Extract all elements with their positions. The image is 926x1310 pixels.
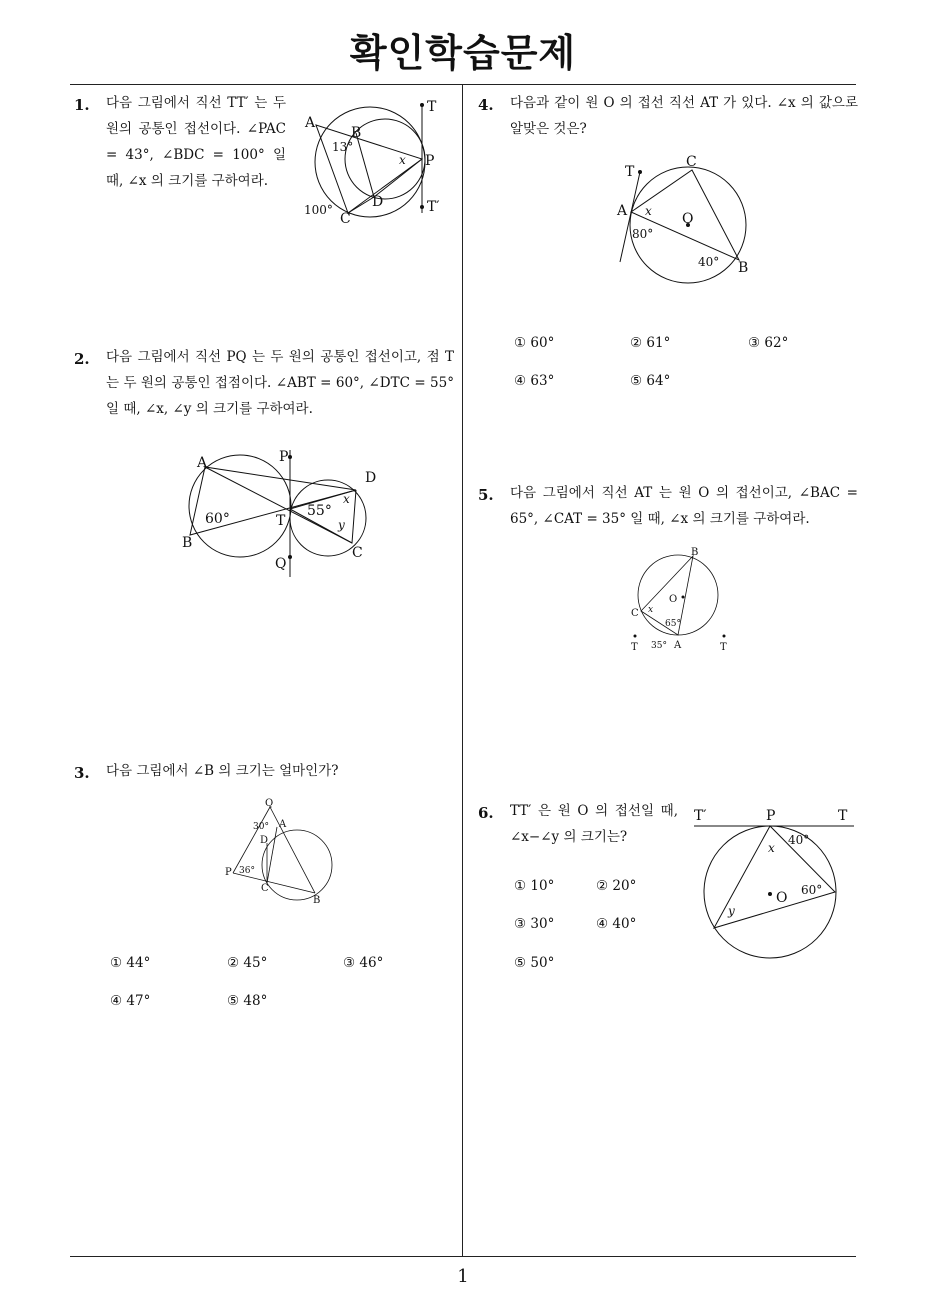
angle-label-2: 36° xyxy=(239,866,255,876)
choice-2[interactable]: ② 45° xyxy=(227,955,268,971)
problem-number: 2. xyxy=(74,350,90,368)
angle-x: x xyxy=(648,605,654,615)
bottom-rule xyxy=(70,1256,856,1257)
label-D: D xyxy=(365,470,377,486)
label-C: C xyxy=(631,608,639,619)
angle-label-2: 100° xyxy=(304,203,333,217)
problem-text: 다음 그림에서 직선 AT 는 원 O 의 접선이고, ∠BAC = 65°, ∠CAT = 35° 일 때, ∠x 의 크기를 구하여라. xyxy=(510,485,858,527)
angle-label-1: 60° xyxy=(205,511,230,527)
problem-text: 다음 그림에서 ∠B 의 크기는 얼마인가? xyxy=(106,763,339,779)
choice-1[interactable]: ① 44° xyxy=(110,955,151,971)
label-B: B xyxy=(691,547,699,558)
figure-4 xyxy=(612,150,762,290)
figure-6 xyxy=(688,800,858,965)
choice-5[interactable]: ⑤ 50° xyxy=(514,955,555,971)
label-T-prime: T′ xyxy=(427,199,440,215)
label-T-prime: T′ xyxy=(694,808,707,824)
label-B: B xyxy=(182,535,193,551)
figure-3 xyxy=(225,795,340,910)
label-A: A xyxy=(305,115,316,131)
label-B: B xyxy=(313,895,321,906)
angle-label-1: 30° xyxy=(253,822,269,832)
problem-text: 다음과 같이 원 O 의 접선 직선 AT 가 있다. ∠x 의 값으로 알맞은 것은? xyxy=(510,95,858,137)
label-B: B xyxy=(738,260,749,276)
label-D: D xyxy=(260,835,269,846)
label-P: P xyxy=(279,449,289,465)
label-B: B xyxy=(351,125,362,141)
label-P: P xyxy=(766,808,776,824)
angle-label-2: 40° xyxy=(698,255,720,269)
choice-3[interactable]: ③ 30° xyxy=(514,916,555,932)
label-T-right: T xyxy=(720,642,727,653)
angle-label-1: 40° xyxy=(788,833,810,847)
angle-x: x xyxy=(399,153,406,167)
choice-1[interactable]: ① 60° xyxy=(514,335,555,351)
angle-label-1: 13° xyxy=(332,140,354,154)
angle-label-2: 60° xyxy=(801,883,823,897)
angle-x: x xyxy=(768,841,775,855)
choice-3[interactable]: ③ 46° xyxy=(343,955,384,971)
label-O: O xyxy=(669,594,678,605)
angle-x: x xyxy=(343,492,350,506)
problem-number: 3. xyxy=(74,764,90,782)
label-T: T xyxy=(625,164,635,180)
label-A: A xyxy=(279,819,287,830)
choice-5[interactable]: ⑤ 48° xyxy=(227,993,268,1009)
label-O: O xyxy=(776,890,788,906)
angle-label-2: 55° xyxy=(307,503,332,519)
label-T: T xyxy=(838,808,848,824)
label-A: A xyxy=(617,203,628,219)
problem-text: 다음 그림에서 직선 TT′ 는 두 원의 공통인 접선이다. ∠PAC = 43°, ∠BDC = 100° 일 때, ∠x 의 크기를 구하여라. xyxy=(106,95,286,189)
angle-x: x xyxy=(645,204,652,218)
angle-y: y xyxy=(338,518,345,532)
figure-1 xyxy=(300,95,450,230)
choice-2[interactable]: ② 61° xyxy=(630,335,671,351)
label-Q: Q xyxy=(275,556,287,572)
angle-label-1: 65° xyxy=(665,619,681,629)
page-number: 1 xyxy=(457,1266,469,1287)
choice-4[interactable]: ④ 40° xyxy=(596,916,637,932)
label-C: C xyxy=(686,154,697,170)
label-O: O xyxy=(682,211,694,227)
figure-5 xyxy=(625,545,740,655)
label-C: C xyxy=(261,883,269,894)
label-C: C xyxy=(340,211,351,227)
label-T: T xyxy=(427,99,437,115)
choice-3[interactable]: ③ 62° xyxy=(748,335,789,351)
label-T: T xyxy=(276,513,286,529)
column-divider xyxy=(462,84,463,1256)
problem-number: 5. xyxy=(478,486,494,504)
choice-1[interactable]: ① 10° xyxy=(514,878,555,894)
label-T-left: T xyxy=(631,642,638,653)
label-A: A xyxy=(197,455,208,471)
angle-y: y xyxy=(728,904,735,918)
problem-number: 6. xyxy=(478,804,494,822)
problem-text: 다음 그림에서 직선 PQ 는 두 원의 공통인 접선이고, 점 T 는 두 원의 공통인 접점이다. ∠ABT = 60°, ∠DTC = 55° 일 때, ∠x, ∠y 의 크기를 구하여라. xyxy=(106,349,454,417)
problem-number: 4. xyxy=(478,96,494,114)
label-D: D xyxy=(372,194,384,210)
figure-2 xyxy=(180,445,390,580)
choice-5[interactable]: ⑤ 64° xyxy=(630,373,671,389)
angle-label-2: 35° xyxy=(651,641,667,651)
problem-number: 1. xyxy=(74,96,90,114)
choice-4[interactable]: ④ 47° xyxy=(110,993,151,1009)
choice-4[interactable]: ④ 63° xyxy=(514,373,555,389)
label-P: P xyxy=(225,867,232,878)
angle-label-1: 80° xyxy=(632,227,654,241)
top-rule xyxy=(70,84,856,85)
label-A: A xyxy=(674,640,682,651)
label-Q: Q xyxy=(265,798,274,809)
choice-2[interactable]: ② 20° xyxy=(596,878,637,894)
page-title: 확인학습문제 xyxy=(349,31,577,75)
problem-text: TT′ 은 원 O 의 접선일 때, ∠x−∠y 의 크기는? xyxy=(510,803,678,845)
label-C: C xyxy=(352,545,363,561)
label-P: P xyxy=(425,153,435,169)
